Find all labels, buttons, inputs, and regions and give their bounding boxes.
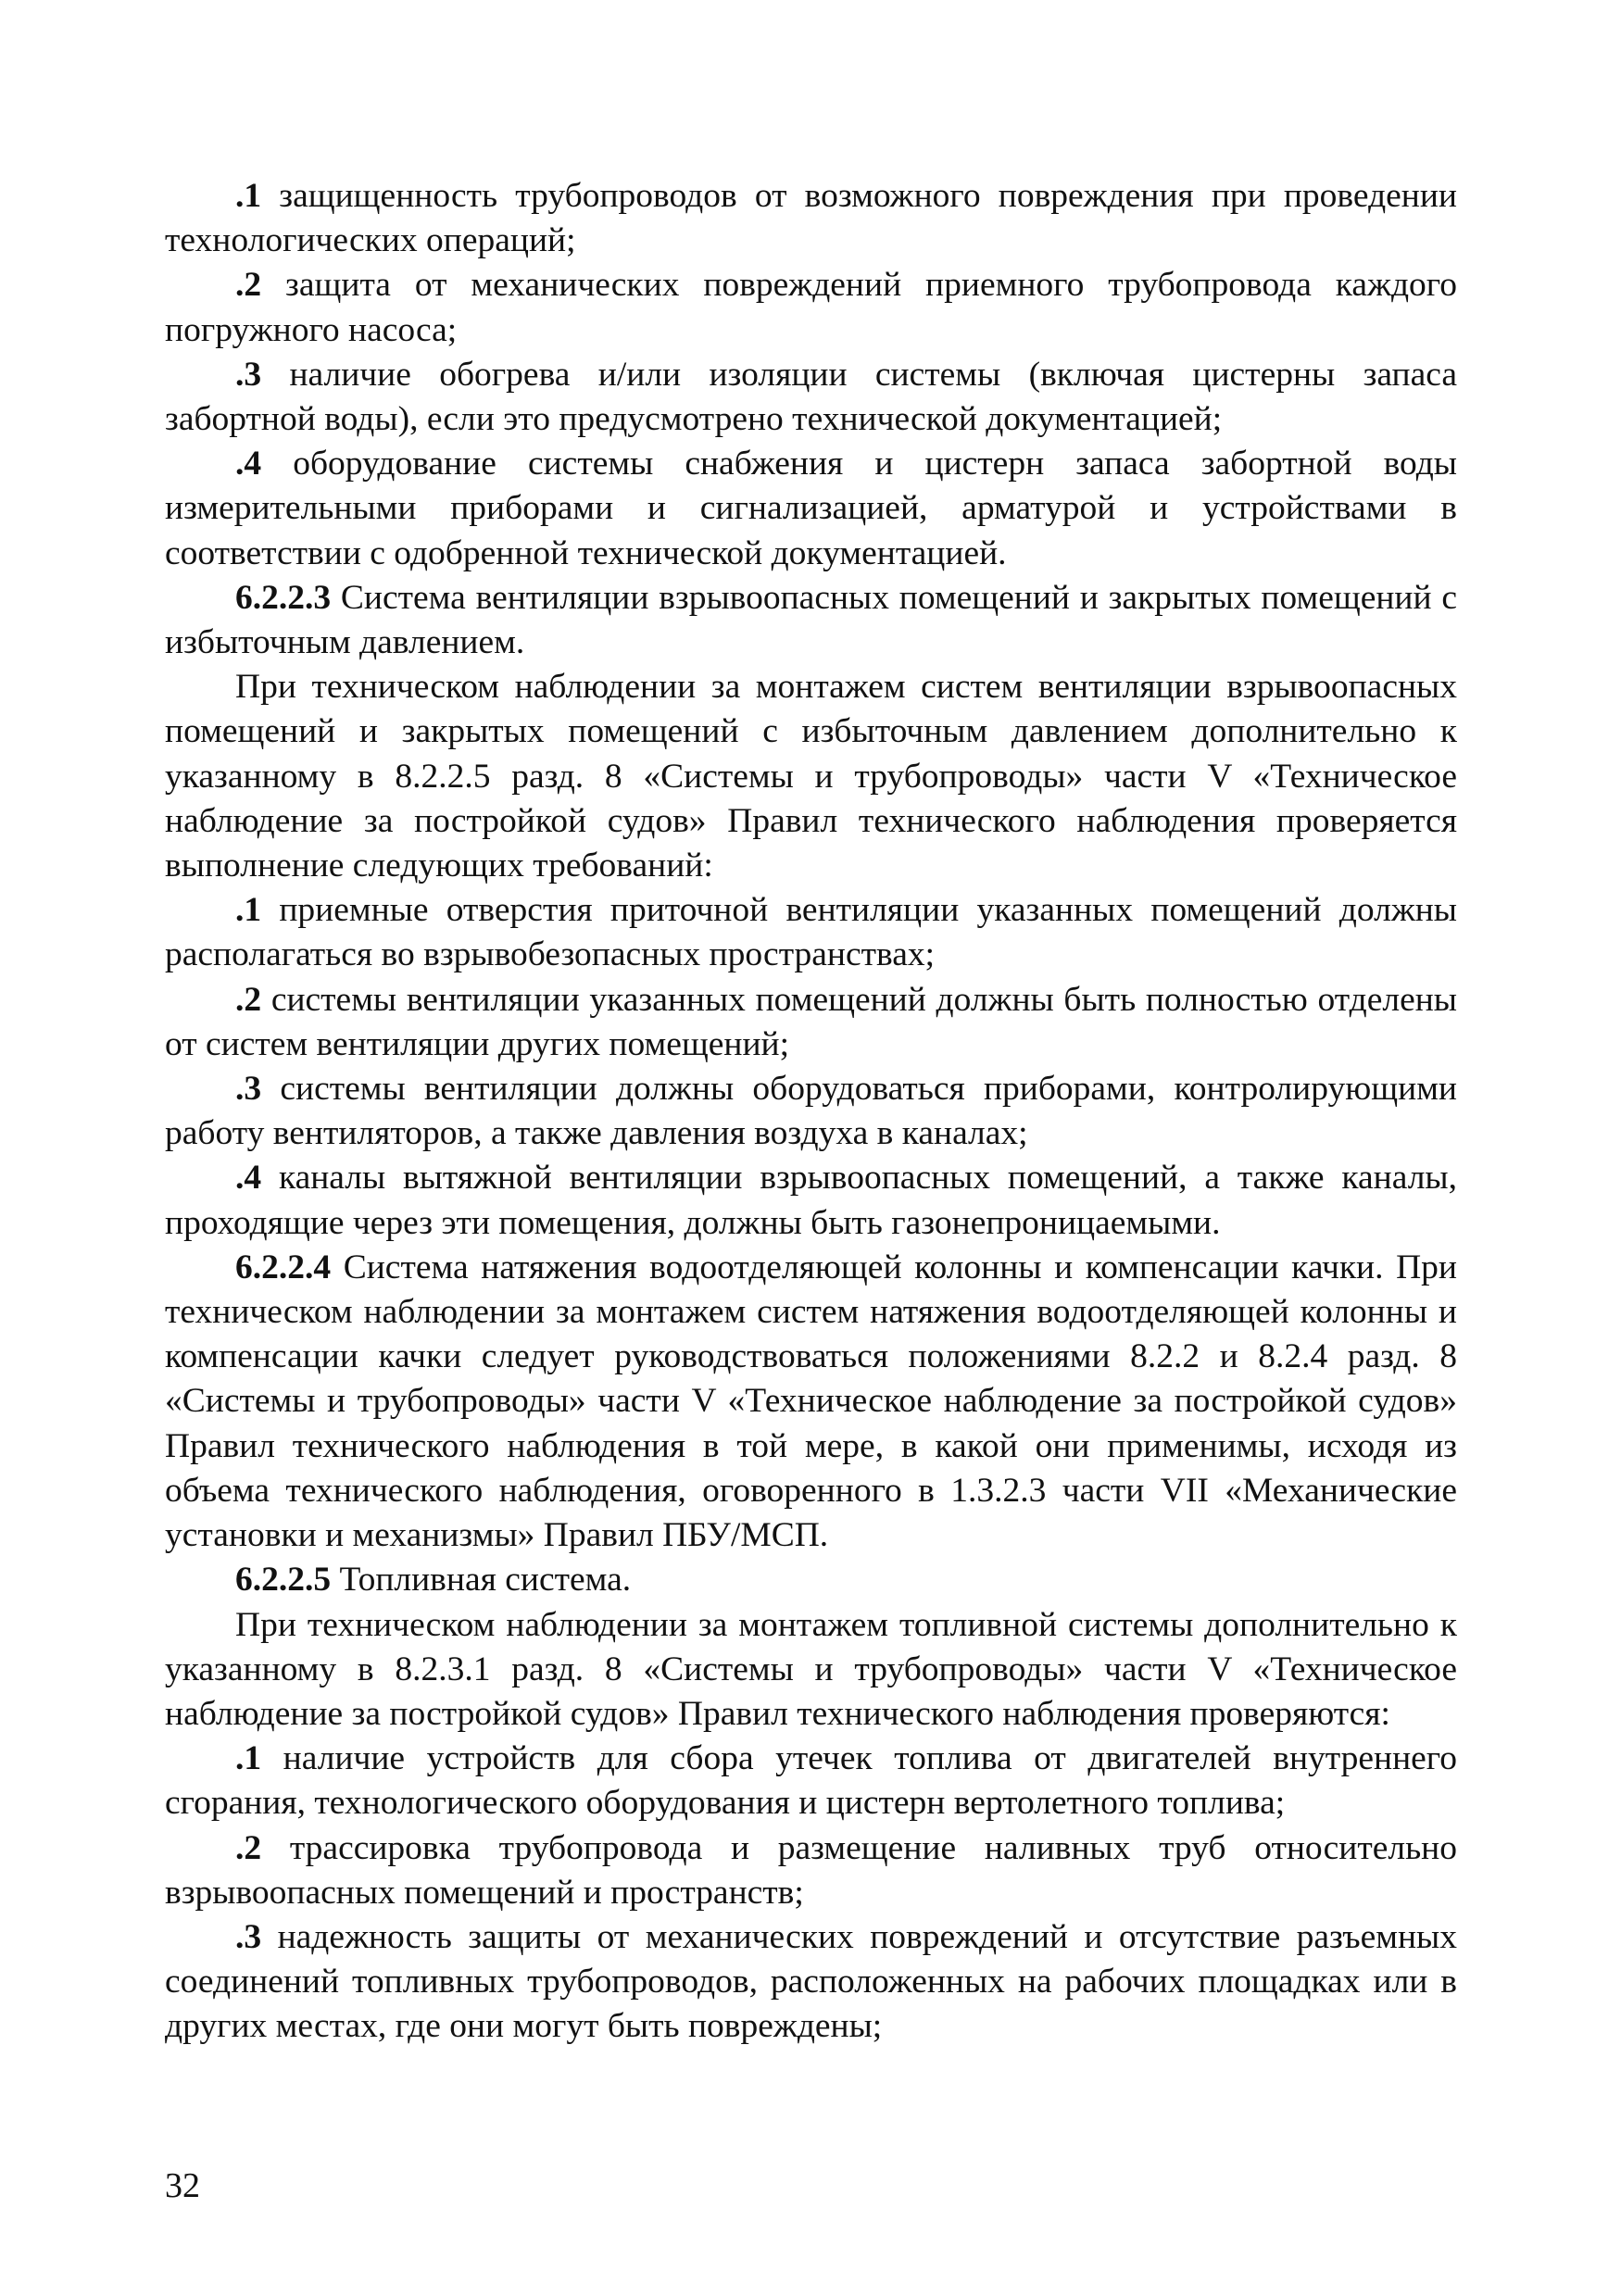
paragraph-text: Топливная система. — [331, 1561, 632, 1600]
paragraph — [165, 1737, 1457, 1826]
paragraph — [165, 1826, 1457, 1915]
item-number: .3 — [235, 1070, 262, 1109]
item-number: .1 — [235, 1739, 262, 1778]
section-number: 6.2.2.4 — [235, 1248, 332, 1286]
paragraph — [165, 1156, 1457, 1245]
paragraph-text: Система вентиляции взрывоопасных помещений и закрытых помещений с избыточным давлением. — [165, 578, 1457, 662]
paragraph-text: наличие устройств для сбора утечек топлива от двигателей внутреннего сгорания, технологического оборудования и цистерн вертолетного топлива; — [165, 1739, 1457, 1823]
paragraph — [165, 978, 1457, 1067]
paragraph-text: При техническом наблюдении за монтажем топливной системы дополнительно к указанному в 8.2.3.1 разд. 8 «Системы и трубопроводы» части V «Техническое наблюдение за постройкой судов» Правил технического наблюдения проверяются: — [165, 1605, 1457, 1733]
paragraph-text: оборудование системы снабжения и цистерн запаса забортной воды измерительными приборами и сигнализацией, арматурой и устройствами в соответствии с одобренной технической документацией. — [165, 445, 1457, 572]
page-number: 32 — [165, 2166, 200, 2205]
paragraph — [165, 665, 1457, 888]
item-number: .3 — [235, 1917, 262, 1956]
paragraph — [165, 1067, 1457, 1156]
paragraph-text: При техническом наблюдении за монтажем систем вентиляции взрывоопасных помещений и закрытых помещений с избыточным давлением дополнительно к указанному в 8.2.2.5 разд. 8 «Системы и трубопроводы» части V «Техническое наблюдение за постройкой судов» Правил технического наблюдения проверяется выполнение следующих требований: — [165, 668, 1457, 885]
paragraph-text: защита от механических повреждений приемного трубопровода каждого погружного насоса; — [165, 266, 1457, 349]
paragraph-text: Система натяжения водоотделяющей колонны и компенсации качки. При техническом наблюдении за монтажем систем натяжения водоотделяющей колонны и компенсации качки следует руководствоваться положениями 8.2.2 и 8.2.4 разд. 8 «Системы и трубопроводы» части V «Техническое наблюдение за постройкой судов» Правил технического наблюдения в той мере, в какой они применимы, исходя из объема технического наблюдения, оговоренного в 1.3.2.3 части VII «Механические установки и механизмы» Правил ПБУ/МСП. — [165, 1248, 1457, 1555]
section-number: 6.2.2.5 — [235, 1561, 332, 1600]
item-number: .2 — [235, 980, 262, 1019]
section-heading-6-2-2-3 — [165, 576, 1457, 665]
section-heading-6-2-2-5 — [165, 1558, 1457, 1602]
paragraph — [165, 174, 1457, 263]
paragraph — [165, 353, 1457, 442]
item-number: .1 — [235, 891, 262, 930]
item-number: .1 — [235, 177, 262, 215]
paragraph-text: трассировка трубопровода и размещение наливных труб относительно взрывоопасных помещений и пространств; — [165, 1828, 1457, 1912]
paragraph-text: приемные отверстия приточной вентиляции указанных помещений должны располагаться во взрывобезопасных пространствах; — [165, 891, 1457, 974]
item-number: .2 — [235, 1828, 262, 1867]
paragraph — [165, 1603, 1457, 1738]
item-number: .4 — [235, 445, 262, 483]
item-number: .3 — [235, 355, 262, 394]
paragraph-text: системы вентиляции указанных помещений должны быть полностью отделены от систем вентиляции других помещений; — [165, 980, 1457, 1063]
paragraph-text: надежность защиты от механических повреждений и отсутствие разъемных соединений топливных трубопроводов, расположенных на рабочих площадках или в других местах, где они могут быть повреждены; — [165, 1917, 1457, 2046]
page-body — [165, 174, 1457, 2050]
paragraph — [165, 442, 1457, 576]
paragraph — [165, 1915, 1457, 2050]
paragraph-text: каналы вытяжной вентиляции взрывоопасных помещений, а также каналы, проходящие через эти помещения, должны быть газонепроницаемыми. — [165, 1159, 1457, 1242]
paragraph-text: наличие обогрева и/или изоляции системы (включая цистерны запаса забортной воды), если это предусмотрено технической документацией; — [165, 355, 1457, 439]
section-heading-6-2-2-4 — [165, 1246, 1457, 1558]
paragraph — [165, 263, 1457, 352]
paragraph — [165, 888, 1457, 977]
paragraph-text: системы вентиляции должны оборудоваться приборами, контролирующими работу вентиляторов, а также давления воздуха в каналах; — [165, 1070, 1457, 1153]
section-number: 6.2.2.3 — [235, 578, 332, 617]
item-number: .2 — [235, 266, 262, 305]
item-number: .4 — [235, 1159, 262, 1198]
paragraph-text: защищенность трубопроводов от возможного повреждения при проведении технологических операций; — [165, 177, 1457, 260]
